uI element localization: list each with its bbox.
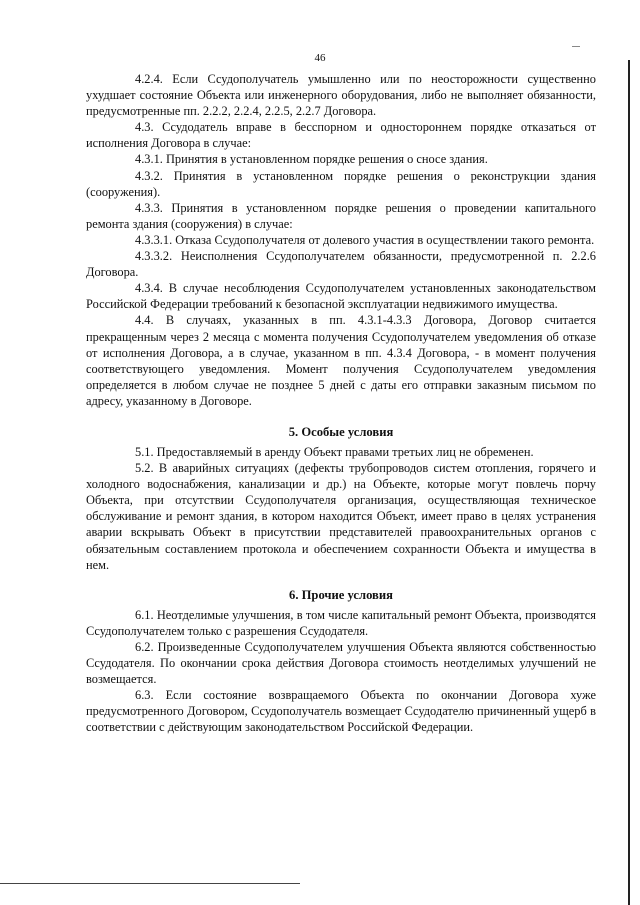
paragraph-4-3-1: 4.3.1. Принятия в установленном порядке решения о сносе здания.	[135, 152, 488, 167]
paragraph-6-1: 6.1. Неотделимые улучшения, в том числе капитальный ремонт Объекта, производятся Ссудополучателем только с разрешения Ссудодателя.	[86, 607, 596, 638]
paragraph-4-3-3-1: 4.3.3.1. Отказа Ссудополучателя от долевого участия в осуществлении такого ремонта.	[135, 232, 595, 247]
paragraph-4-4: 4.4. В случаях, указанных в пп. 4.3.1-4.3.3 Договора, Договор считается прекращенным через 2 месяца с момента получения Ссудополучателем уведомления об отказе от исполнения Договора, а в случае, указанном в пп. 4.3.4 Договора, - в момент получения соответствующего уведомления. Момент получения Ссудополучателем уведомления определяется в любом случае не позднее 5 дней с даты его отправки заказным письмом по адресу, указанному в Договоре.	[86, 313, 596, 408]
section-6-heading: 6. Прочие условия	[289, 587, 393, 602]
scan-edge-line	[628, 60, 630, 905]
paragraph-4-3-3-2: 4.3.3.2. Неисполнения Ссудополучателем обязанности, предусмотренной п. 2.2.6 Договора.	[86, 249, 596, 280]
paragraph-6-3: 6.3. Если состояние возвращаемого Объекта по окончании Договора хуже предусмотренного Договором, Ссудополучатель возмещает Ссудодателю причиненный ущерб в соответствии с действующим законодательством Российской Федерации.	[86, 688, 596, 735]
paragraph-4-3-3: 4.3.3. Принятия в установленном порядке решения о проведении капитального ремонта здания (сооружения) в случае:	[86, 200, 596, 231]
paragraph-4-3: 4.3. Ссудодатель вправе в бесспорном и одностороннем порядке отказаться от исполнения Договора в случае:	[86, 120, 596, 151]
section-5-heading: 5. Особые условия	[288, 424, 394, 439]
document-body	[86, 71, 596, 735]
page-number: 46	[314, 52, 326, 64]
footer-rule	[0, 883, 300, 884]
paragraph-5-2: 5.2. В аварийных ситуациях (дефекты трубопроводов систем отопления, горячего и холодного водоснабжения, канализации и др.) на Объекте, которые могут повлечь порчу Объекта, при отсутствии Ссудополучателя организация, осуществляющая техническое обслуживание и ремонт здания, в котором находится Объект, имеет право в целях устранения аварии вскрывать Объект в присутствии представителей правоохранительных органов с обязательным составлением протокола и обеспечением сохранности Объекта и имущества в нем.	[86, 461, 596, 572]
scan-mark	[572, 46, 580, 47]
paragraph-4-3-2: 4.3.2. Принятия в установленном порядке решения о реконструкции здания (сооружения).	[86, 168, 596, 199]
paragraph-6-2: 6.2. Произведенные Ссудополучателем улучшения Объекта являются собственностью Ссудодателя. По окончании срока действия Договора стоимость неотделимых улучшений не возмещается.	[86, 639, 596, 687]
paragraph-4-2-4: 4.2.4. Если Ссудополучатель умышленно или по неосторожности существенно ухудшает состояние Объекта или инженерного оборудования, либо не выполняет обязанности, предусмотренные пп. 2.2.2, 2.2.4, 2.2.5, 2.2.7 Договора.	[86, 72, 596, 119]
paragraph-4-3-4: 4.3.4. В случае несоблюдения Ссудополучателем установленных законодательством Российской Федерации требований к безопасной эксплуатации недвижимого имущества.	[86, 281, 596, 312]
paragraph-5-1: 5.1. Предоставляемый в аренду Объект правами третьих лиц не обременен.	[135, 444, 534, 459]
